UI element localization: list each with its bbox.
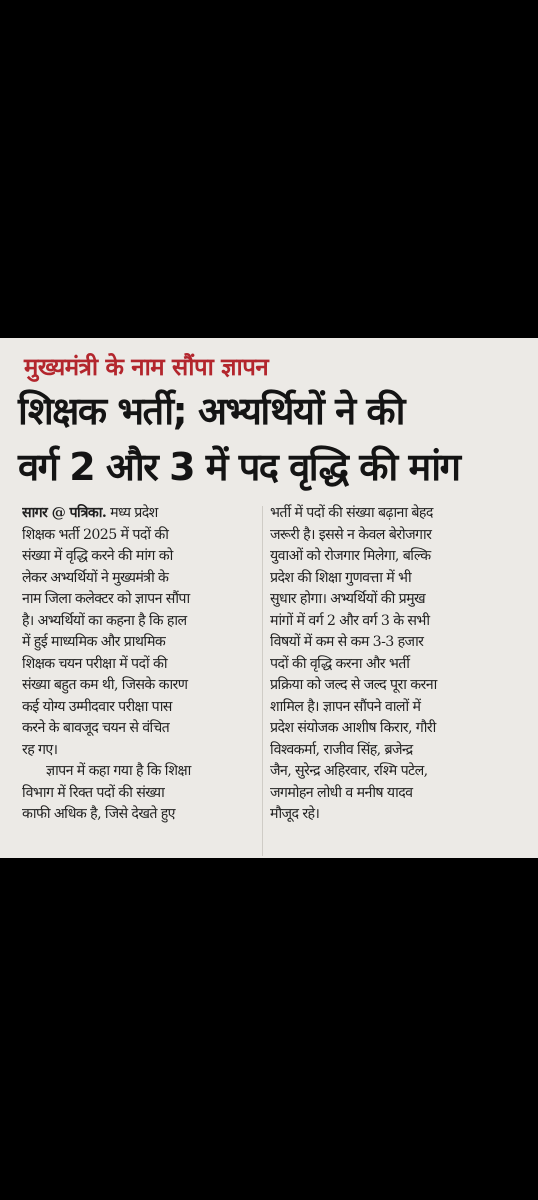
text-line: काफी अधिक है, जिसे देखते हुए [22, 806, 175, 822]
article-column-right [270, 503, 522, 826]
text-line: मांगों में वर्ग 2 और वर्ग 3 के सभी [270, 612, 430, 629]
text-line: नाम जिला कलेक्टर को ज्ञापन सौंपा [22, 591, 190, 607]
article-column-left [22, 503, 258, 826]
text-line: में हुई माध्यमिक और प्राथमिक [22, 634, 166, 650]
text-line: जरूरी है। इससे न केवल बेरोजगार [270, 526, 432, 543]
text-line: प्रदेश की शिक्षा गुणवत्ता में भी [270, 569, 412, 586]
article-dateline: सागर @ पत्रिका. [22, 505, 107, 521]
text-line: कई योग्य उम्मीदवार परीक्षा पास [22, 698, 172, 715]
text-line: विश्वकर्मा, राजीव सिंह, ब्रजेन्द्र [270, 741, 413, 758]
text-line [22, 503, 258, 525]
text-line: मौजूद रहे। [270, 806, 320, 822]
text-line: शिक्षक भर्ती 2025 में पदों की [22, 526, 169, 543]
text-line: प्रदेश संयोजक आशीष किरार, गौरी [270, 720, 436, 736]
text-line: संख्या बहुत कम थी, जिसके कारण [22, 677, 188, 693]
text-line: विषयों में कम से कम 3-3 हजार [270, 634, 424, 650]
text-line: जैन, सुरेन्द्र अहिरवार, रश्मि पटेल, [270, 763, 428, 779]
text-line: रह गए। [22, 741, 58, 758]
text-line-rest: मध्य प्रदेश [106, 505, 158, 521]
text-line: पदों की वृद्धि करना और भर्ती [270, 655, 410, 672]
text-line: सुधार होगा। अभ्यर्थियों की प्रमुख [270, 591, 426, 607]
text-line: है। अभ्यर्थियों का कहना है कि हाल [22, 612, 187, 629]
newspaper-clipping [0, 338, 538, 858]
article-headline-line-2: वर्ग 2 और 3 में पद वृद्धि की मांग [18, 445, 460, 489]
text-line: युवाओं को रोजगार मिलेगा, बल्कि [270, 548, 431, 564]
text-line: लेकर अभ्यर्थियों ने मुख्यमंत्री के [22, 569, 169, 586]
column-divider [262, 506, 263, 856]
text-line: भर्ती में पदों की संख्या बढ़ाना बेहद [270, 505, 433, 521]
text-line: प्रक्रिया को जल्द से जल्द पूरा करना [270, 677, 437, 693]
text-line: ज्ञापन में कहा गया है कि शिक्षा [46, 763, 191, 779]
text-line: संख्या में वृद्धि करने की मांग को [22, 548, 173, 564]
text-line: शिक्षक चयन परीक्षा में पदों की [22, 655, 167, 672]
text-line: विभाग में रिक्त पदों की संख्या [22, 784, 165, 801]
text-line: जगमोहन लोधी व मनीष यादव [270, 784, 413, 801]
article-kicker: मुख्यमंत्री के नाम सौंपा ज्ञापन [24, 353, 269, 381]
article-headline-line-1: शिक्षक भर्ती; अभ्यर्थियों ने की [18, 389, 404, 433]
text-line: शामिल है। ज्ञापन सौंपने वालों में [270, 698, 421, 715]
text-line: करने के बावजूद चयन से वंचित [22, 720, 170, 736]
